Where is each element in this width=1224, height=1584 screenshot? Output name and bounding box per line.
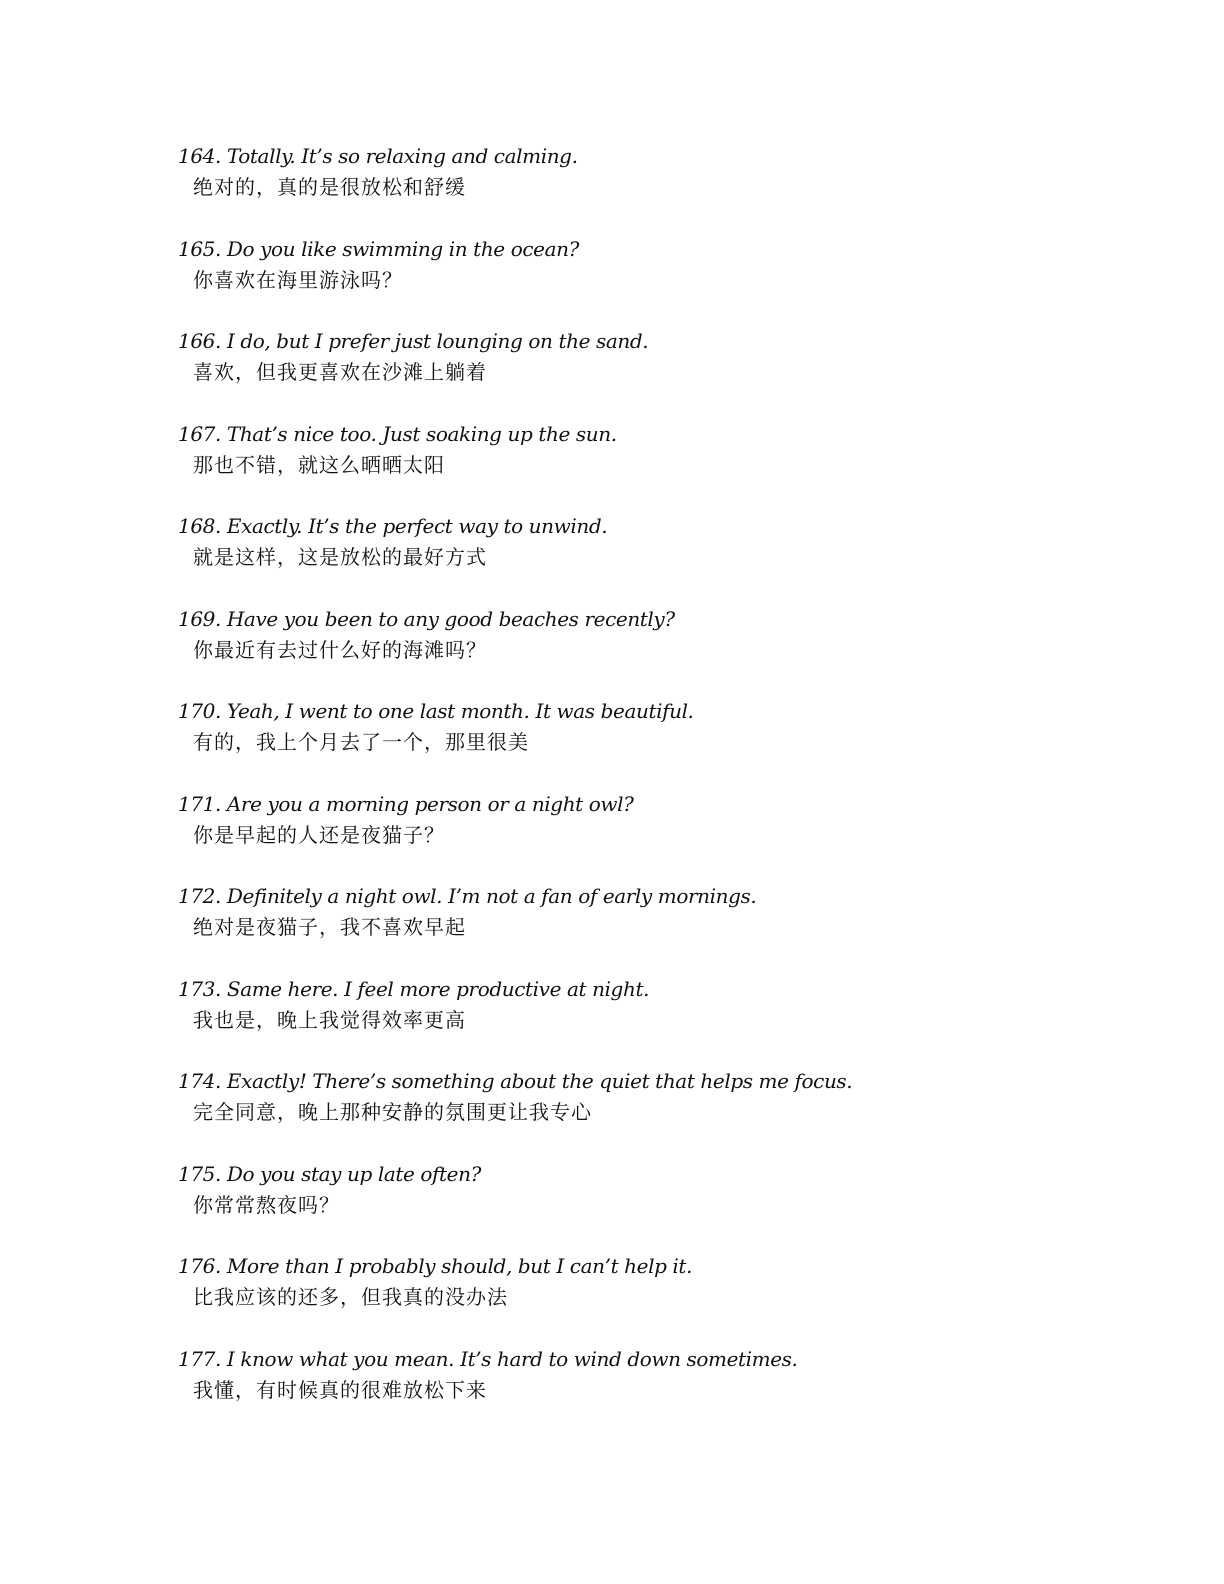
phrase-entry: [178, 880, 1118, 973]
phrase-entry: [178, 325, 1118, 418]
english-sentence: 165. Do you like swimming in the ocean?: [178, 236, 579, 261]
chinese-translation: 喜欢，但我更喜欢在沙滩上躺着: [193, 360, 487, 384]
chinese-translation: 绝对是夜猫子，我不喜欢早起: [193, 915, 466, 939]
phrase-entry: [178, 603, 1118, 696]
phrase-entry: [178, 973, 1118, 1066]
english-sentence: 168. Exactly. It’s the perfect way to unwind.: [178, 514, 608, 538]
phrase-entry: [178, 1065, 1118, 1158]
english-sentence: 171. Are you a morning person or a night owl?: [178, 791, 634, 816]
phrase-entry: [178, 788, 1118, 881]
english-sentence: 166. I do, but I prefer just lounging on the sand.: [178, 329, 649, 353]
chinese-translation: 你喜欢在海里游泳吗？: [193, 267, 403, 292]
chinese-translation: 我懂，有时候真的很难放松下来: [193, 1377, 487, 1402]
english-sentence: 164. Totally. It’s so relaxing and calming.: [178, 144, 578, 168]
english-sentence: 172. Definitely a night owl. I’m not a fan of early mornings.: [178, 884, 757, 908]
phrase-list: [178, 140, 1118, 1435]
chinese-translation: 你常常熬夜吗？: [193, 1192, 340, 1217]
chinese-translation: 完全同意，晚上那种安静的氛围更让我专心: [193, 1100, 592, 1124]
phrase-entry: [178, 1343, 1118, 1436]
phrase-entry: [178, 140, 1118, 233]
phrase-entry: [178, 1158, 1118, 1251]
english-sentence: 176. More than I probably should, but I can’t help it.: [178, 1254, 693, 1278]
english-sentence: 170. Yeah, I went to one last month. It was beautiful.: [178, 699, 694, 723]
chinese-translation: 就是这样，这是放松的最好方式: [193, 545, 487, 569]
chinese-translation: 你最近有去过什么好的海滩吗？: [193, 637, 487, 662]
chinese-translation: 有的，我上个月去了一个，那里很美: [193, 730, 529, 754]
phrase-entry: [178, 233, 1118, 326]
phrase-entry: [178, 1250, 1118, 1343]
phrase-entry: [178, 418, 1118, 511]
english-sentence: 175. Do you stay up late often?: [178, 1161, 481, 1186]
english-sentence: 173. Same here. I feel more productive at night.: [178, 976, 650, 1001]
chinese-translation: 那也不错，就这么晒晒太阳: [193, 452, 445, 477]
chinese-translation: 我也是，晚上我觉得效率更高: [193, 1007, 466, 1032]
chinese-translation: 绝对的，真的是很放松和舒缓: [193, 175, 466, 199]
phrase-entry: [178, 695, 1118, 788]
phrase-entry: [178, 510, 1118, 603]
english-sentence: 167. That’s nice too. Just soaking up the sun.: [178, 421, 617, 446]
chinese-translation: 你是早起的人还是夜猫子？: [193, 822, 445, 847]
english-sentence: 169. Have you been to any good beaches recently?: [178, 606, 675, 631]
english-sentence: 177. I know what you mean. It’s hard to wind down sometimes.: [178, 1346, 798, 1371]
english-sentence: 174. Exactly! There’s something about the quiet that helps me focus.: [178, 1069, 853, 1093]
chinese-translation: 比我应该的还多，但我真的没办法: [193, 1285, 508, 1309]
